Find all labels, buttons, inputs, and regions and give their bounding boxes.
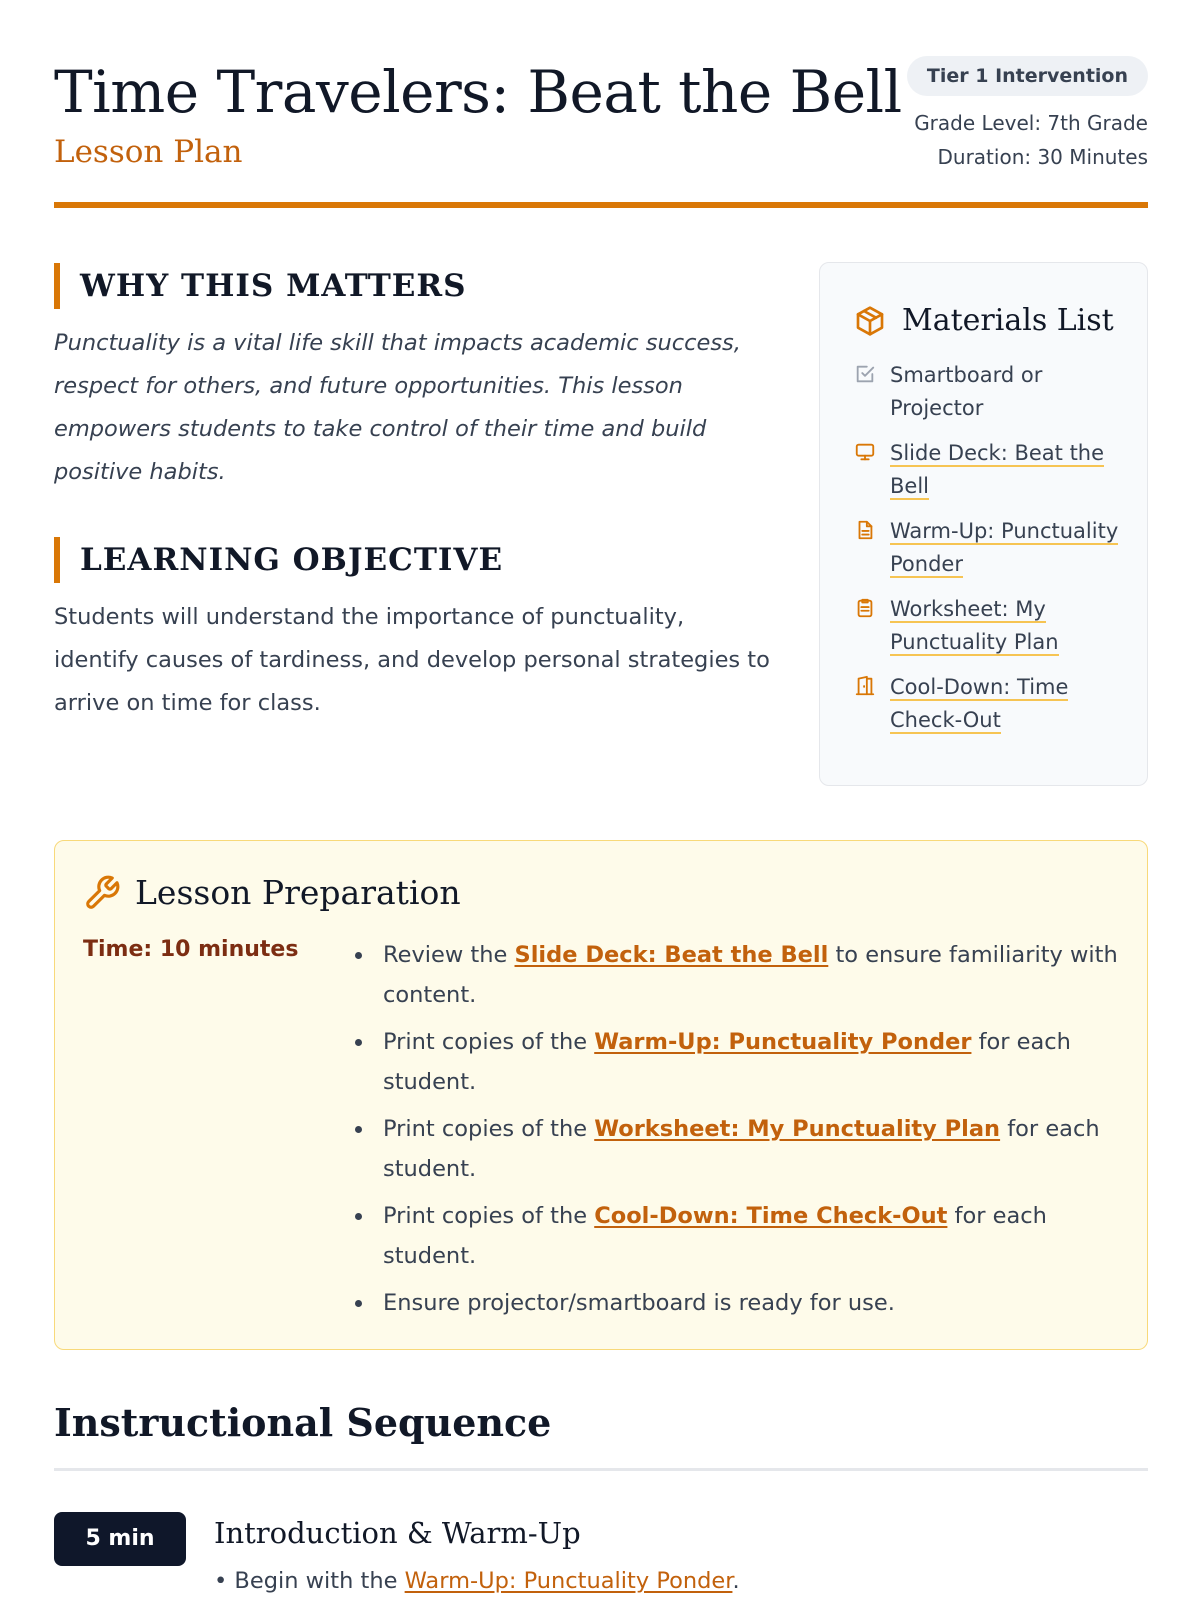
item-text: for each student. <box>383 1203 1047 1269</box>
checkbox-icon <box>854 363 876 385</box>
lesson-preparation-card <box>54 840 1148 1350</box>
resource-link[interactable]: Slide Deck: Beat the Bell <box>514 942 829 968</box>
materials-card <box>819 262 1148 786</box>
objective-heading: LEARNING OBJECTIVE <box>54 537 503 583</box>
list-item <box>355 1022 1135 1102</box>
header-divider <box>54 202 1148 208</box>
page-subtitle: Lesson Plan <box>54 134 243 170</box>
material-link[interactable]: Worksheet: My Punctuality Plan <box>890 597 1059 654</box>
resource-link[interactable]: Warm-Up: Punctuality Ponder <box>594 1029 972 1055</box>
page-title: Time Travelers: Beat the Bell <box>54 58 902 126</box>
monitor-icon <box>854 441 876 463</box>
preparation-time: Time: 10 minutes <box>83 937 299 962</box>
step-title: Introduction & Warm-Up <box>214 1516 581 1550</box>
item-text: Ensure projector/smartboard is ready for use. <box>383 1290 895 1316</box>
item-text: Print copies of the <box>383 1203 595 1229</box>
why-heading: WHY THIS MATTERS <box>54 263 467 309</box>
why-text: Punctuality is a vital life skill that impacts academic success, respect for others, and future opportunities. This lesson empowers students to take control of their time and build positive habits. <box>54 330 741 485</box>
grade-level: Grade Level: 7th Grade <box>914 111 1148 135</box>
material-link[interactable]: Slide Deck: Beat the Bell <box>890 441 1105 498</box>
material-link[interactable]: Cool-Down: Time Check-Out <box>890 675 1069 732</box>
list-item <box>355 1283 1135 1323</box>
door-icon <box>854 675 876 697</box>
material-link[interactable]: Warm-Up: Punctuality Ponder <box>890 519 1119 576</box>
item-text: for each student. <box>383 1029 1071 1095</box>
item-text: Print copies of the <box>383 1116 595 1142</box>
item-text: Print copies of the <box>383 1029 595 1055</box>
wrench-icon <box>83 874 121 912</box>
item-text: for each student. <box>383 1116 1100 1182</box>
list-item <box>355 1109 1135 1189</box>
worksheet-icon <box>854 597 876 619</box>
step-resource-link[interactable]: Warm-Up: Punctuality Ponder <box>404 1568 733 1594</box>
item-text: Review the <box>383 942 515 968</box>
material-label: Smartboard or Projector <box>890 363 1043 420</box>
materials-title: Materials List <box>902 303 1114 338</box>
tier-badge: Tier 1 Intervention <box>907 56 1148 96</box>
document-icon <box>854 519 876 541</box>
item-text: to ensure familiarity with content. <box>383 942 1118 1008</box>
preparation-list <box>355 935 1135 1330</box>
sequence-divider <box>54 1468 1148 1471</box>
list-item <box>355 1196 1135 1276</box>
lesson-plan-page <box>54 0 1148 1594</box>
preparation-title: Lesson Preparation <box>135 873 461 912</box>
step-text: . <box>732 1568 740 1594</box>
list-item <box>355 935 1135 1015</box>
objective-text: Students will understand the importance of punctuality, identify causes of tardiness, and develop personal strategies to arrive on time for class. <box>54 604 770 716</box>
package-icon <box>854 305 886 337</box>
header <box>54 0 1148 208</box>
step-text: • Begin with the <box>214 1568 405 1594</box>
duration: Duration: 30 Minutes <box>937 145 1148 169</box>
sequence-title: Instructional Sequence <box>54 1400 552 1445</box>
step-instruction <box>214 1568 740 1594</box>
resource-link[interactable]: Worksheet: My Punctuality Plan <box>594 1116 1001 1142</box>
resource-link[interactable]: Cool-Down: Time Check-Out <box>594 1203 948 1229</box>
step-duration-badge: 5 min <box>54 1512 186 1566</box>
